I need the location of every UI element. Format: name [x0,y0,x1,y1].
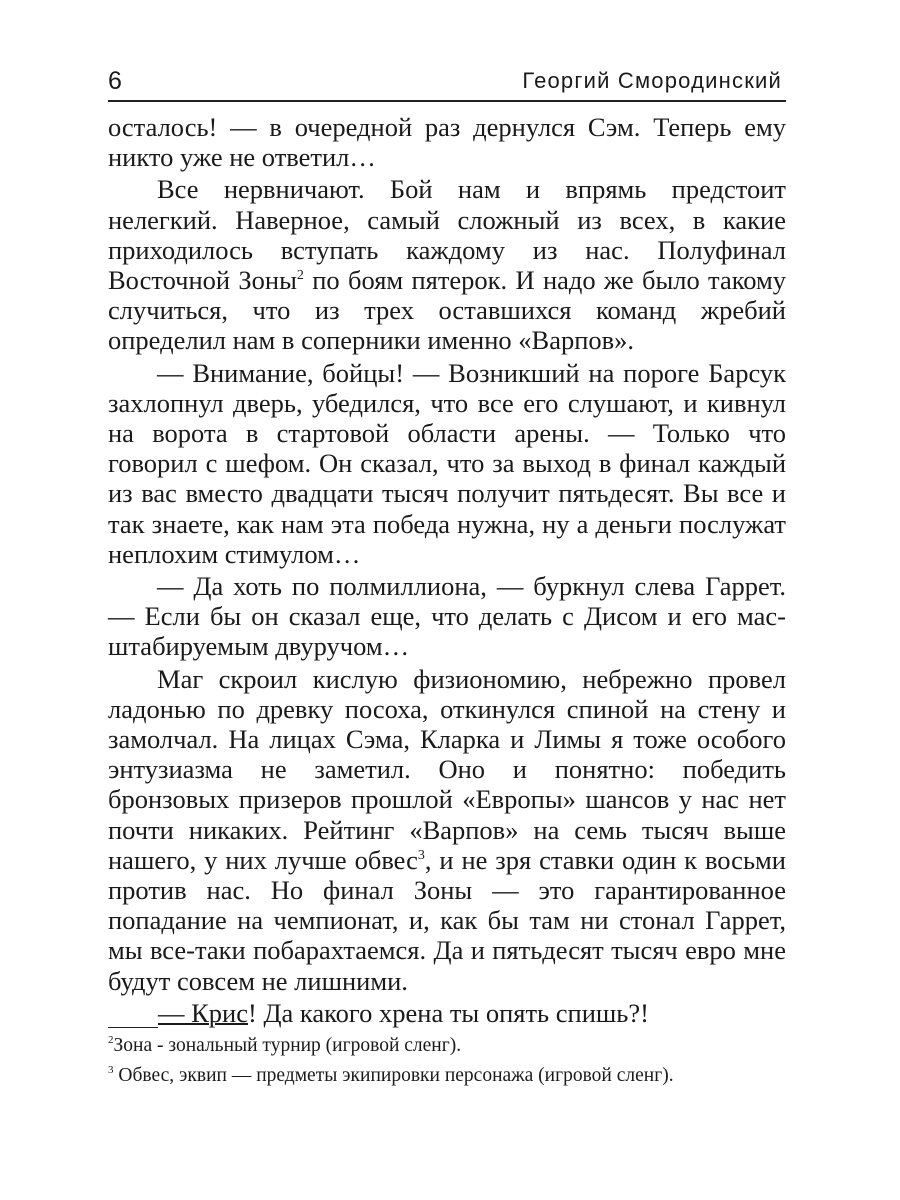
paragraph-2-text-after: по боям пятерок. И надо же было такому случиться, что из трех оставшихся команд жребий определил нам в соперники именно «Варпов». [108,265,786,356]
body-text [108,112,786,996]
paragraph-2-text-before: Все нервничают. Бой нам и впрямь предстоит нелегкий. Наверное, самый сложный из всех, в какие приходилось вступать каждому из нас. Полуфинал Восточной Зоны [108,174,786,296]
paragraph-5 [108,664,786,996]
dialog-underlined: — Крис [158,997,248,1028]
footnote-3 [108,1064,786,1088]
dialog-rest: ! Да какого хрена ты опять спишь?! [248,997,649,1028]
footnote-text: Зона - зональный турнир (игровой сленг). [113,1034,462,1056]
footnote-text: Обвес, эквип — предметы экипировки персонажа (игровой сленг). [118,1064,674,1086]
paragraph-1: осталось! — в очередной раз дернулся Сэм. Теперь ему никто уже не ответил… [108,112,786,173]
footnote-number: 2 [108,1033,114,1046]
book-page [108,60,786,1094]
footnote-number: 3 [108,1063,114,1076]
running-head-author: Георгий Смородинский [522,68,782,93]
paragraph-5-text-before: Маг скроил кислую физиономию, небрежно провел ладонью по древку посоха, откинулся спиной на стену и замолчал. На лицах Сэма, Кларка и Лимы я тоже особого энтузиазма не заметил. Оно и понятно: победить бронзовых призеров прошлой «Европы» шансов у нас нет почти никаких. Рейтинг «Варпов» на семь тысяч выше нашего, у них лучше обвес [108,663,786,875]
paragraph-4: — Да хоть по полмиллиона, — буркнул слева Гаррет. — Если бы он сказал еще, что делать с Дисом и его масштабируемым двуручом… [108,571,786,662]
dialog-text [158,998,649,1028]
footnotes [108,1034,786,1088]
paragraph-5-text-after: , и не зря ставки один к восьми против нас. Но финал Зоны — это гарантированное попадание на чемпионат, и, как бы там ни стонал Гаррет, мы все-таки побарахтаемся. Да и пятьдесят тысяч евро мне будут совсем не лишними. [108,844,786,996]
footnote-ref-3: 3 [417,847,425,863]
footnote-separator-rule [108,1005,158,1028]
footnote-ref-2: 2 [296,268,304,284]
footnote-2 [108,1034,786,1058]
paragraph-3: — Внимание, бойцы! — Возникший на пороге Барсук захлопнул дверь, убедился, что все его слушают, и кивнул на ворота в стартовой области арены. — Только что говорил с шефом. Он сказал, что за выход в финал каждый из вас вместо двадцати тысяч получит пятьдесят. Вы все и так знаете, как нам эта победа нужна, ну а деньги послужат неплохим стимулом… [108,357,786,569]
page-header [108,60,786,102]
paragraph-2 [108,174,786,355]
page-number: 6 [108,67,123,95]
last-dialog-line [108,998,786,1028]
